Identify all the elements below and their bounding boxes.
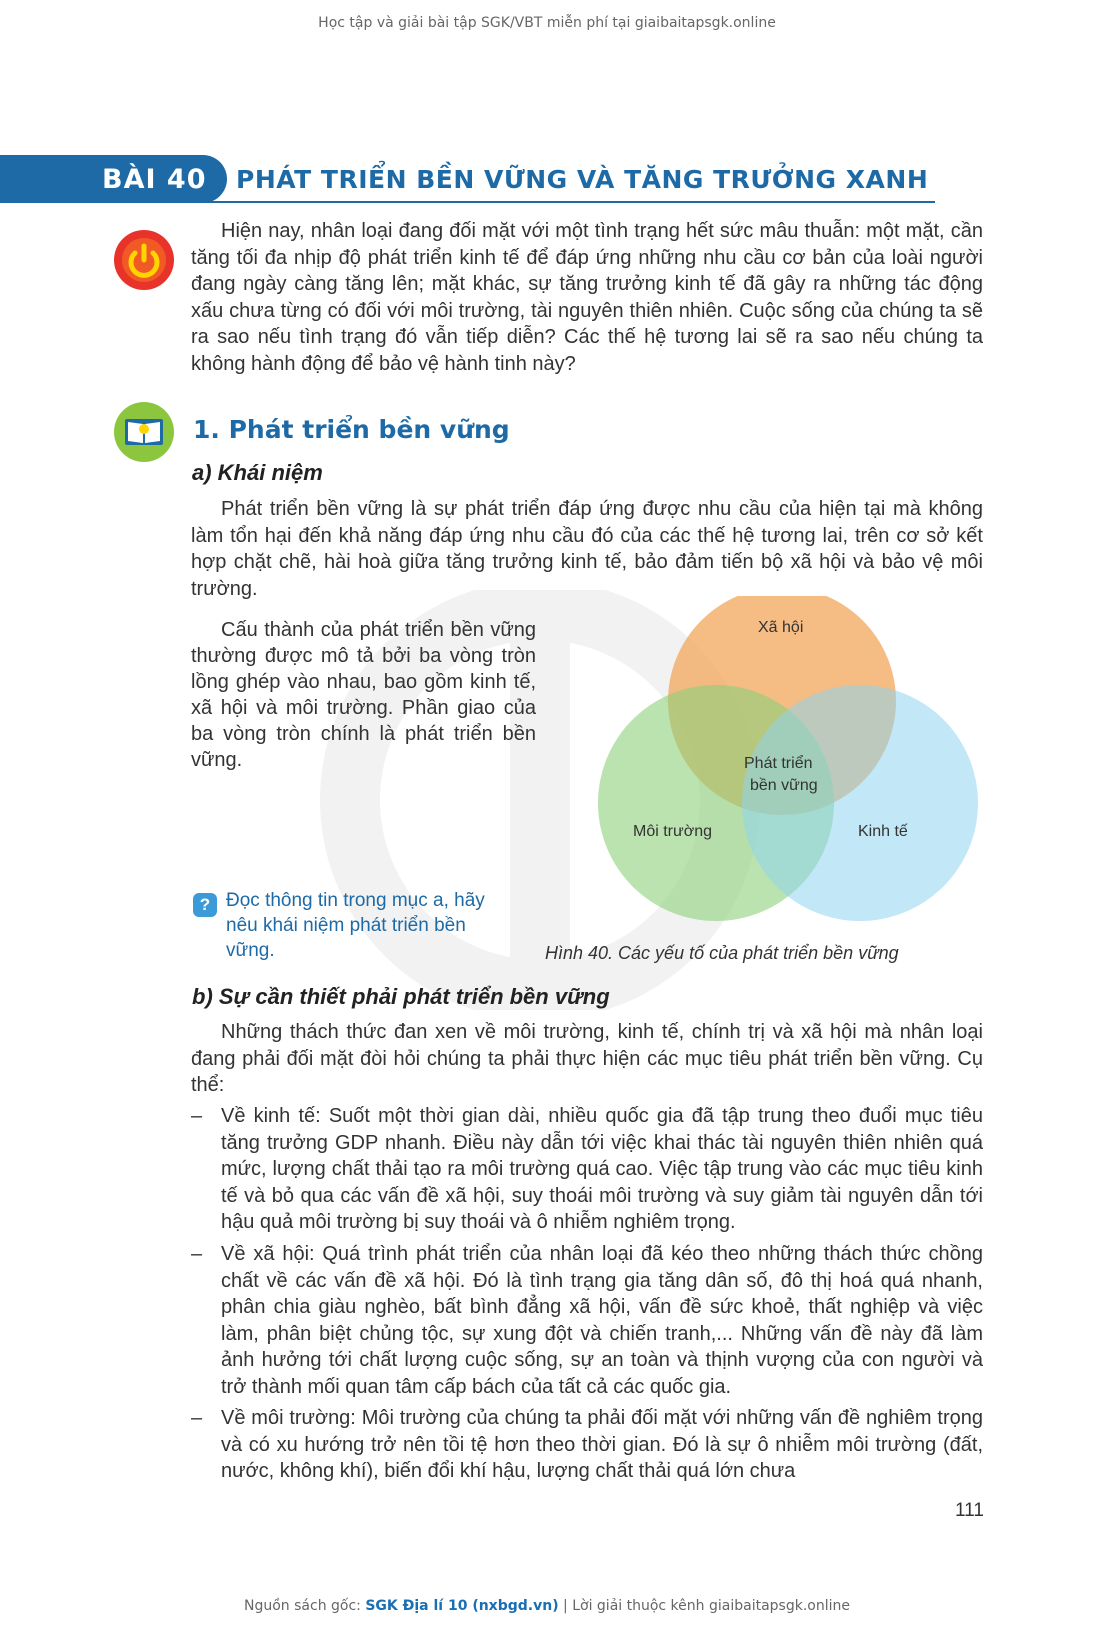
components-paragraph: Cấu thành của phát triển bền vững thường được mô tả bởi ba vòng tròn lồng ghép vào nhau, bao gồm kinh tế, xã hội và môi trường. Phần giao của ba vòng tròn chính là phát triển bền vững. [191, 619, 536, 771]
definition-paragraph: Phát triển bền vững là sự phát triển đáp ứng được nhu cầu của hiện tại mà không làm tổn hại đến khả năng đáp ứng nhu cầu đó của các thế hệ tương lai, trên cơ sở kết hợp chặt chẽ, hài hoà giữa tăng trưởng kinh tế, bảo đảm tiến bộ xã hội và bảo vệ môi trường. [191, 498, 983, 600]
intro-paragraph: Hiện nay, nhân loại đang đối mặt với một tình trạng hết sức mâu thuẫn: một mặt, cần tăng tối đa nhịp độ phát triển kinh tế để đáp ứng những nhu cầu cơ bản của loài người đang ngày càng tăng lên; mặt khác, sự tăng trưởng kinh tế đã gây ra những tác động xấu chưa từng có đối với môi trường, tài nguyên thiên nhiên. Cuộc sống của chúng ta sẽ ra sao nếu tình trạng đó vẫn tiếp diễn? Các thế hệ tương lai sẽ ra sao nếu chúng ta không hành động để bảo vệ hành tinh này? [191, 220, 983, 375]
necessity-paragraph: Những thách thức đan xen về môi trường, kinh tế, chính trị và xã hội mà nhân loại đang phải đối mặt đòi hỏi chúng ta phải thực hiện các mục tiêu phát triển bền vững. Cụ thể: [191, 1021, 983, 1096]
label-center-1: Phát triển [744, 755, 813, 772]
bullet-text: Về môi trường: Môi trường của chúng ta phải đối mặt với những vấn đề nghiêm trọng và có xu hướng trở nên tồi tệ hơn theo thời gian. Đó là sự ô nhiễm môi trường (đất, nước, không khí), biến đổi khí hậu, lượng chất thải quá lớn chưa [221, 1407, 983, 1482]
question-text: Đọc thông tin trong mục a, hãy nêu khái niệm phát triển bền vững. [226, 890, 485, 961]
subheading-concept: a) Khái niệm [192, 460, 323, 485]
footer-suffix: | Lời giải thuộc kênh giaibaitapsgk.online [558, 1598, 850, 1614]
title-divider [0, 201, 935, 203]
bullet-dash: – [191, 1243, 203, 1265]
footer-note [0, 1598, 1094, 1614]
figure-caption: Hình 40. Các yếu tố của phát triển bền vững [545, 943, 899, 963]
open-book-icon [113, 401, 175, 463]
power-icon [113, 229, 175, 291]
bullet-society [191, 1241, 983, 1400]
page-number: 111 [955, 1500, 984, 1521]
economy-circle [742, 685, 978, 921]
label-environment: Môi trường [633, 823, 712, 840]
lesson-badge [0, 155, 227, 203]
label-economy: Kinh tế [858, 823, 908, 840]
section-heading: 1. Phát triển bền vững [193, 415, 510, 444]
lesson-number: BÀI 40 [102, 164, 207, 195]
subheading-necessity: b) Sự cần thiết phải phát triển bền vững [192, 984, 610, 1009]
bullet-dash: – [191, 1105, 203, 1127]
footer-prefix: Nguồn sách gốc: [244, 1598, 366, 1614]
lesson-title: PHÁT TRIỂN BỀN VỮNG VÀ TĂNG TRƯỞNG XANH [236, 165, 929, 194]
bullet-environment [191, 1405, 983, 1485]
question-icon: ? [193, 893, 217, 917]
label-society: Xã hội [758, 619, 804, 636]
bullet-dash: – [191, 1407, 203, 1429]
sustainability-venn-diagram [590, 596, 990, 926]
header-note: Học tập và giải bài tập SGK/VBT miễn phí tại giaibaitapsgk.online [318, 15, 776, 31]
bullet-economy [191, 1103, 983, 1236]
bullet-text: Về kinh tế: Suốt một thời gian dài, nhiều quốc gia đã tập trung theo đuổi mục tiêu tăng trưởng GDP nhanh. Điều này dẫn tới việc khai thác tài nguyên thiên nhiên quá mức, lượng chất thải tạo ra môi trường quá cao. Việc tập trung vào các mục tiêu kinh tế và bỏ qua các vấn đề xã hội, suy thoái môi trường và suy giảm tài nguyên dẫn tới hậu quả môi trường bị suy thoái và ô nhiễm nghiêm trọng. [221, 1105, 983, 1233]
footer-source-link[interactable]: SGK Địa lí 10 (nxbgd.vn) [365, 1598, 559, 1614]
label-center-2: bền vững [750, 777, 818, 794]
bullet-text: Về xã hội: Quá trình phát triển của nhân loại đã kéo theo những thách thức chồng chất về các vấn đề xã hội. Đó là tình trạng gia tăng dân số, đô thị hoá quá nhanh, phân chia giàu nghèo, bất bình đẳng xã hội, vấn đề sức khoẻ, thất nghiệp và việc làm, phân biệt chủng tộc, sự xung đột và chiến tranh,... Những vấn đề này đã làm ảnh hưởng tới chất lượng cuộc sống, sự an toàn và thịnh vượng của con người và trở thành mối quan tâm cấp bách của tất cả các quốc gia. [221, 1243, 983, 1398]
